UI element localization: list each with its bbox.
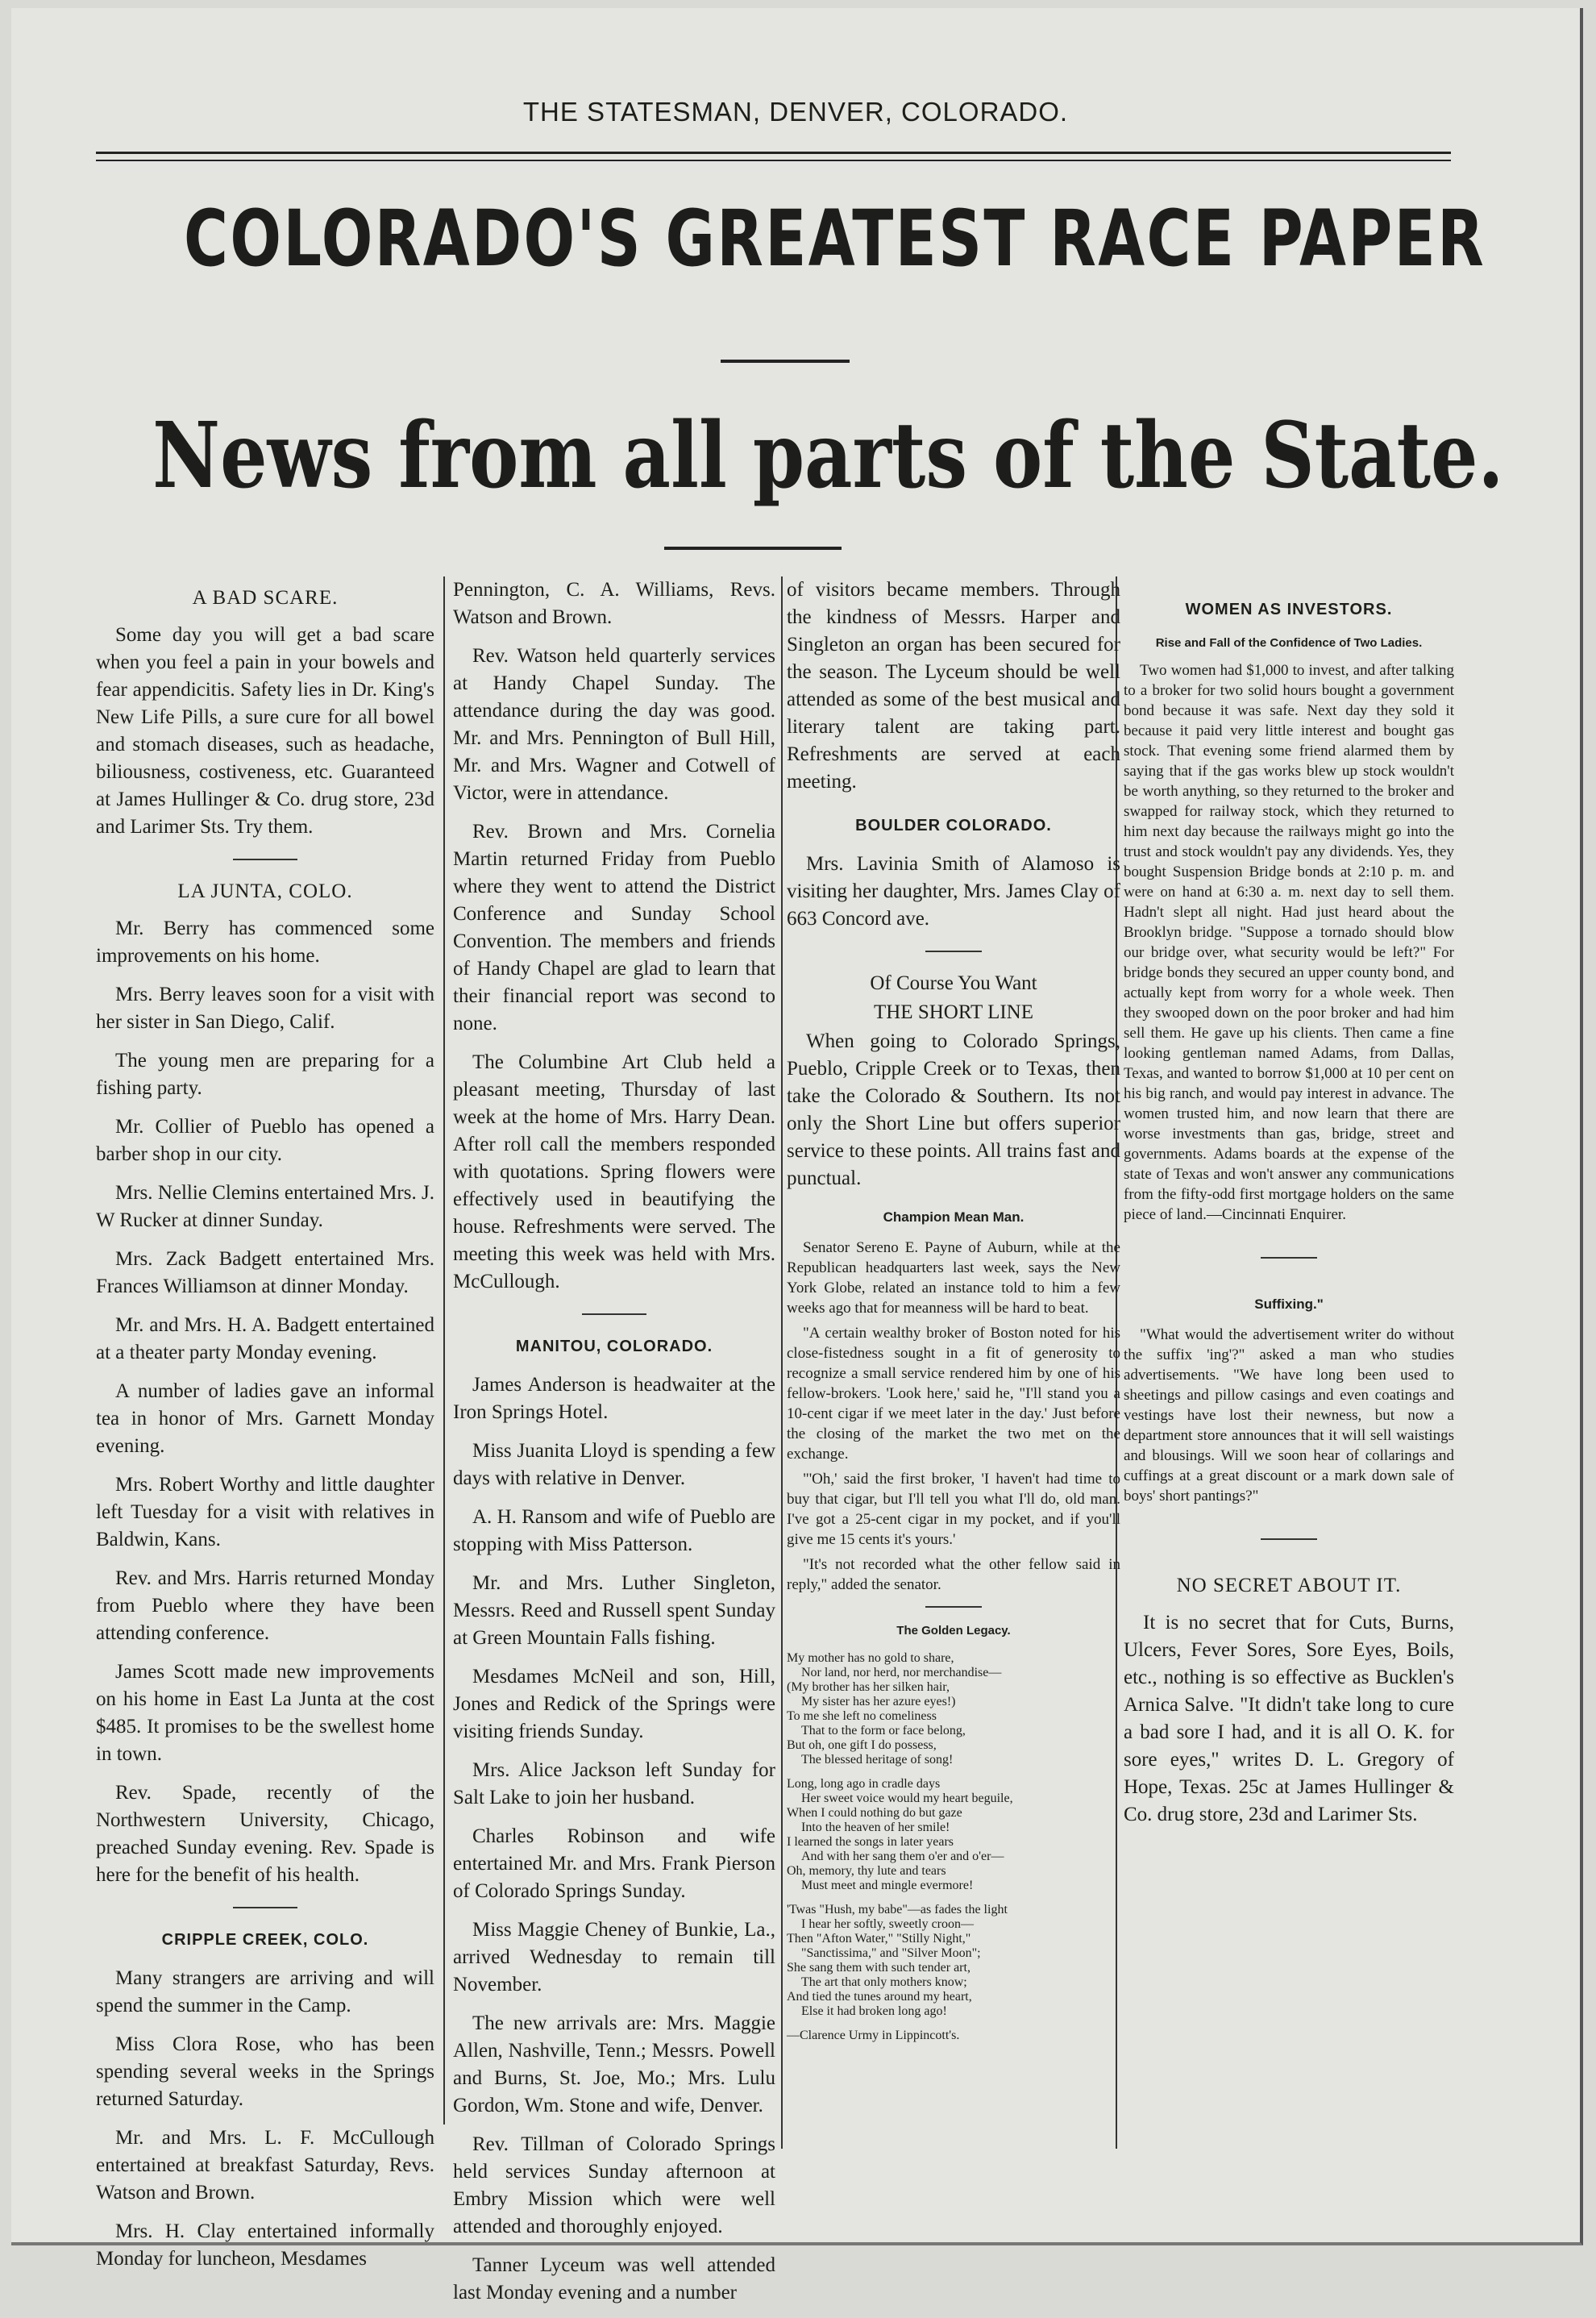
news-item: Miss Juanita Lloyd is spending a few days with relative in Denver. — [453, 1440, 775, 1489]
headline-rule — [721, 360, 850, 363]
news-item: "A certain wealthy broker of Boston noted for his close-fistedness sought in a fit of generosity to recognize a small service rendered him by one of his fellow-brokers. 'Look here,' said he, "I'll stand you a 10-cent cigar if we meet later in the day.' Just before the closing of the market the two met on the exchange. — [787, 1325, 1120, 1463]
section-title-manitou: MANITOU, COLORADO. — [515, 1338, 713, 1355]
column-rule-1 — [443, 576, 445, 2124]
ad-tagline: Of Course You Want — [870, 972, 1037, 994]
article-title-mean-man: Champion Mean Man. — [883, 1209, 1025, 1225]
news-item: Mr. and Mrs. H. A. Badgett entertained at a theater party Monday evening. — [96, 1314, 434, 1363]
news-item: Rev. and Mrs. Harris returned Monday from Pueblo where they have been attending conference. — [96, 1567, 434, 1644]
manitou-items — [453, 1371, 775, 2307]
poem-line: I hear her softly, sweetly croon— — [801, 1917, 974, 1931]
poem-line: Must meet and mingle evermore! — [801, 1879, 974, 1892]
news-item: James Scott made new improvements on his home in East La Junta at the cost $485. It promises to be the swellest home in town. — [96, 1661, 434, 1765]
news-item: The new arrivals are: Mrs. Maggie Allen, Nashville, Tenn.; Messrs. Powell and Burns, St. Joe, Mo.; Mrs. Lulu Gordon, Wm. Stone and wife, Denver. — [453, 2012, 775, 2116]
news-item: Rev. Watson held quarterly services at Handy Chapel Sunday. The attendance during the day was good. Mr. and Mrs. Pennington of Bull Hill, Mr. and Mrs. Wagner and Cotwell of Victor, were in attendance. — [453, 645, 775, 804]
subhead-rule — [664, 547, 842, 550]
section-divider — [925, 1606, 982, 1608]
cripple-creek-items — [96, 1965, 434, 2273]
article-body: Some day you will get a bad scare when you feel a pain in your bowels and fear appendicitis. Safety lies in Dr. King's New Life Pills, a sure cure for all bowel and stomach diseases, such as headache, biliousness, costiveness, etc. Guaranteed at James Hullinger & Co. drug store, 23d and Larimer Sts. Try them. — [96, 624, 434, 838]
masthead-rule-lower — [96, 160, 1451, 161]
subhead: News from all parts of the State. — [152, 403, 1504, 509]
column-2 — [453, 576, 775, 2318]
article-body: "What would the advertisement writer do without the suffix 'ing'?" asked a man who studies advertisements. "We have long been used to sheetings and pillow casings and even coatings and vestings have lost their newness, but now a department store announces that it will sell waistings and blousings. Will we soon hear of collarings and cuffings at a great discount or a mark down sale of boys' short pantings?" — [1124, 1326, 1454, 1504]
news-item: Mrs. Berry leaves soon for a visit with her sister in San Diego, Calif. — [96, 984, 434, 1033]
newspaper-page — [11, 8, 1583, 2303]
section-divider — [233, 859, 297, 860]
poem — [787, 1651, 1120, 2019]
poem-line: That to the form or face belong, — [801, 1724, 966, 1737]
news-item: Mrs. Zack Badgett entertained Mrs. Frances Williamson at dinner Monday. — [96, 1248, 434, 1297]
news-item: The Columbine Art Club held a pleasant meeting, Thursday of last week at the home of Mrs. Harry Dean. After roll call the members responded with quotations. Spring flowers were effectively used in beautifying the house. Refreshments were served. The meeting this week was held with Mrs. McCullough. — [453, 1051, 775, 1292]
poem-line: To me she left no comeliness — [787, 1709, 937, 1723]
news-item: Charles Robinson and wife entertained Mr. and Mrs. Frank Pierson of Colorado Springs Sunday. — [453, 1825, 775, 1902]
boulder-item: Mrs. Lavinia Smith of Alamoso is visiting her daughter, Mrs. James Clay of 663 Concord ave. — [787, 853, 1120, 930]
section-title-cripple-creek: CRIPPLE CREEK, COLO. — [161, 1931, 369, 1949]
section-title-boulder: BOULDER COLORADO. — [855, 817, 1052, 834]
poem-line: Into the heaven of her smile! — [801, 1821, 950, 1834]
news-item: "'Oh,' said the first broker, 'I haven't had time to buy that cigar, but I'll tell you what I'll do, old man. I've got a 25-cent cigar in my pocket, and if you'll give me 15 cents it's yours.' — [787, 1471, 1120, 1548]
news-item: Mrs. Alice Jackson left Sunday for Salt Lake to join her husband. — [453, 1759, 775, 1808]
news-item: James Anderson is headwaiter at the Iron Springs Hotel. — [453, 1374, 775, 1423]
poem-line: 'Twas "Hush, my babe"—as fades the light — [787, 1903, 1008, 1916]
poem-line: Else it had broken long ago! — [801, 2004, 947, 2018]
section-divider — [1261, 1538, 1317, 1540]
article-title-women-investors: WOMEN AS INVESTORS. — [1185, 601, 1393, 618]
poem-stanza — [787, 1651, 1120, 1767]
news-item: Rev. Spade, recently of the Northwestern University, Chicago, preached Sunday evening. Rev. Spade is here for the benefit of his health. — [96, 1782, 434, 1886]
section-divider — [925, 951, 982, 952]
column-1 — [96, 576, 434, 2284]
news-item: Miss Maggie Cheney of Bunkie, La., arrived Wednesday to remain till November. — [453, 1919, 775, 1995]
poem-line: The blessed heritage of song! — [801, 1753, 954, 1767]
news-item: Senator Sereno E. Payne of Auburn, while at the Republican headquarters last week, says the New York Globe, related an instance told to him a few weeks ago that for meanness will be hard to beat. — [787, 1239, 1120, 1317]
ad-title: THE SHORT LINE — [873, 1001, 1034, 1023]
section-title-la-junta: LA JUNTA, COLO. — [177, 880, 353, 902]
poem-line: Then "Afton Water," "Stilly Night," — [787, 1932, 971, 1946]
poem-line: The art that only mothers know; — [801, 1975, 967, 1989]
poem-line: Her sweet voice would my heart beguile, — [801, 1792, 1013, 1805]
poem-line: My mother has no gold to share, — [787, 1651, 954, 1665]
section-divider — [233, 1907, 297, 1908]
continued-text: Pennington, C. A. Williams, Revs. Watson and Brown. — [453, 579, 775, 628]
handy-chapel-items — [453, 643, 775, 1296]
news-item: A. H. Ransom and wife of Pueblo are stopping with Miss Patterson. — [453, 1506, 775, 1555]
poem-line: Long, long ago in cradle days — [787, 1777, 941, 1791]
poem-stanza — [787, 1777, 1120, 1893]
news-item: Mrs. H. Clay entertained informally Monday for luncheon, Mesdames — [96, 2220, 434, 2270]
section-divider — [1261, 1257, 1317, 1259]
section-divider — [582, 1313, 646, 1315]
article-title-no-secret: NO SECRET ABOUT IT. — [1176, 1575, 1402, 1596]
news-item: Mr. Berry has commenced some improvements on his home. — [96, 918, 434, 967]
poem-line: Oh, memory, thy lute and tears — [787, 1864, 946, 1878]
news-item: A number of ladies gave an informal tea in honor of Mrs. Garnett Monday evening. — [96, 1380, 434, 1457]
poem-line: And tied the tunes around my heart, — [787, 1990, 972, 2004]
news-item: The young men are preparing for a fishing party. — [96, 1050, 434, 1099]
poem-line: She sang them with such tender art, — [787, 1961, 970, 1975]
article-subtitle: Rise and Fall of the Confidence of Two Ladies. — [1155, 636, 1423, 650]
poem-stanza — [787, 1903, 1120, 2019]
news-item: Mrs. Robert Worthy and little daughter left Tuesday for a visit with relatives in Baldwin, Kans. — [96, 1474, 434, 1550]
mean-man-items — [787, 1238, 1120, 1595]
news-item: Miss Clora Rose, who has been spending several weeks in the Springs returned Saturday. — [96, 2033, 434, 2110]
column-4 — [1124, 576, 1454, 1840]
news-item: Mr. and Mrs. Luther Singleton, Messrs. Reed and Russell spent Sunday at Green Mountain Falls fishing. — [453, 1572, 775, 1649]
poem-line: My sister has her azure eyes!) — [801, 1695, 956, 1708]
news-item: Mrs. Nellie Clemins entertained Mrs. J. W Rucker at dinner Sunday. — [96, 1182, 434, 1231]
news-item: Tanner Lyceum was well attended last Monday evening and a number — [453, 2254, 775, 2303]
masthead: THE STATESMAN, DENVER, COLORADO. — [522, 97, 1069, 127]
news-item: Rev. Tillman of Colorado Springs held services Sunday afternoon at Embry Mission which were well attended and thoroughly enjoyed. — [453, 2133, 775, 2237]
news-item: "It's not recorded what the other fellow said in reply," added the senator. — [787, 1556, 1120, 1593]
ad-body: When going to Colorado Springs, Pueblo, Cripple Creek or to Texas, then take the Colorado & Southern. Its not only the Short Line but offers superior service to these points. All trains fast and punctual. — [787, 1030, 1120, 1189]
poem-line: And with her sang them o'er and o'er— — [801, 1850, 1004, 1863]
news-item: Mr. Collier of Pueblo has opened a barber shop in our city. — [96, 1116, 434, 1165]
masthead-rule — [96, 152, 1451, 154]
headline: COLORADO'S GREATEST RACE PAPER — [184, 194, 1486, 284]
la-junta-items — [96, 915, 434, 1889]
poem-line: "Sanctissima," and "Silver Moon"; — [801, 1946, 981, 1960]
column-rule-2 — [781, 576, 783, 2149]
article-title-bad-scare: A BAD SCARE. — [192, 587, 339, 609]
article-title-suffixing: Suffixing." — [1254, 1296, 1324, 1312]
news-item: Many strangers are arriving and will spend the summer in the Camp. — [96, 1967, 434, 2016]
news-item: Rev. Brown and Mrs. Cornelia Martin returned Friday from Pueblo where they went to attend the District Conference and Sunday School Convention. The members and friends of Handy Chapel are glad to learn that their financial report was second to none. — [453, 821, 775, 1034]
poem-line: But oh, one gift I do possess, — [787, 1738, 937, 1752]
article-body: It is no secret that for Cuts, Burns, Ulcers, Fever Sores, Sore Eyes, Boils, etc., nothing is so effective as Bucklen's Arnica Salve. "It didn't take long to cure a bad sore I had, and it is all O. K. for sore eyes," writes D. L. Gregory of Hope, Texas. 25c at James Hullinger & Co. drug store, 23d and Larimer Sts. — [1124, 1612, 1454, 1825]
poem-signature: —Clarence Urmy in Lippincott's. — [787, 2029, 960, 2042]
column-3 — [787, 576, 1120, 2043]
poem-line: Nor land, nor herd, nor merchandise— — [801, 1666, 1002, 1679]
news-item: Mesdames McNeil and son, Hill, Jones and Redick of the Springs were visiting friends Sunday. — [453, 1666, 775, 1742]
article-body: Two women had $1,000 to invest, and after talking to a broker for two solid hours bought a government bond because it was safe. Next day they sold it because it paid very little interest and bought gas stock. That evening some friend alarmed them by saying that if the gas works blew up stock wouldn't be worth anything, so they returned to the broker and swapped for railway stock, which they returned to him next day because the railways might go into the trust and stock wouldn't pay any dividends. Yes, they bought Suspension Bridge bonds at 2:10 p. m. and were on hand at 6:30 a. m. next day to sell them. Hadn't slept all night. Had just heard about the Brooklyn bridge. "Suppose a tornado should blow our bridge over, what security would be left?" For bridge bonds they secured an upper county bond, and actually kept from worry for a whole week. Then they swooped down on the poor broker and had him sell them. He gave up his clients. Then came a fine looking gentleman named Adams, from Dallas, Texas, and wanted to borrow $1,000 at 10 per cent on his big ranch, and would pay interest in advance. The women trusted him, and now learn that there are worse investments than gas, bridge, street and governments. Adams boards at the expense of the state of Texas and won't answer any communications from the fifty-odd first mortgage holders on the same piece of land.—Cincinnati Enquirer. — [1124, 662, 1454, 1223]
poem-title: The Golden Legacy. — [896, 1624, 1011, 1638]
continued-text: of visitors became members. Through the kindness of Messrs. Harper and Singleton an organ has been secured for the season. The Lyceum should be well attended as some of the best musical and literary talent are taking part. Refreshments are served at each meeting. — [787, 579, 1120, 793]
poem-line: (My brother has her silken hair, — [787, 1680, 950, 1694]
poem-line: When I could nothing do but gaze — [787, 1806, 962, 1820]
poem-line: I learned the songs in later years — [787, 1835, 954, 1849]
news-item: Mr. and Mrs. L. F. McCullough entertained at breakfast Saturday, Revs. Watson and Brown. — [96, 2127, 434, 2204]
